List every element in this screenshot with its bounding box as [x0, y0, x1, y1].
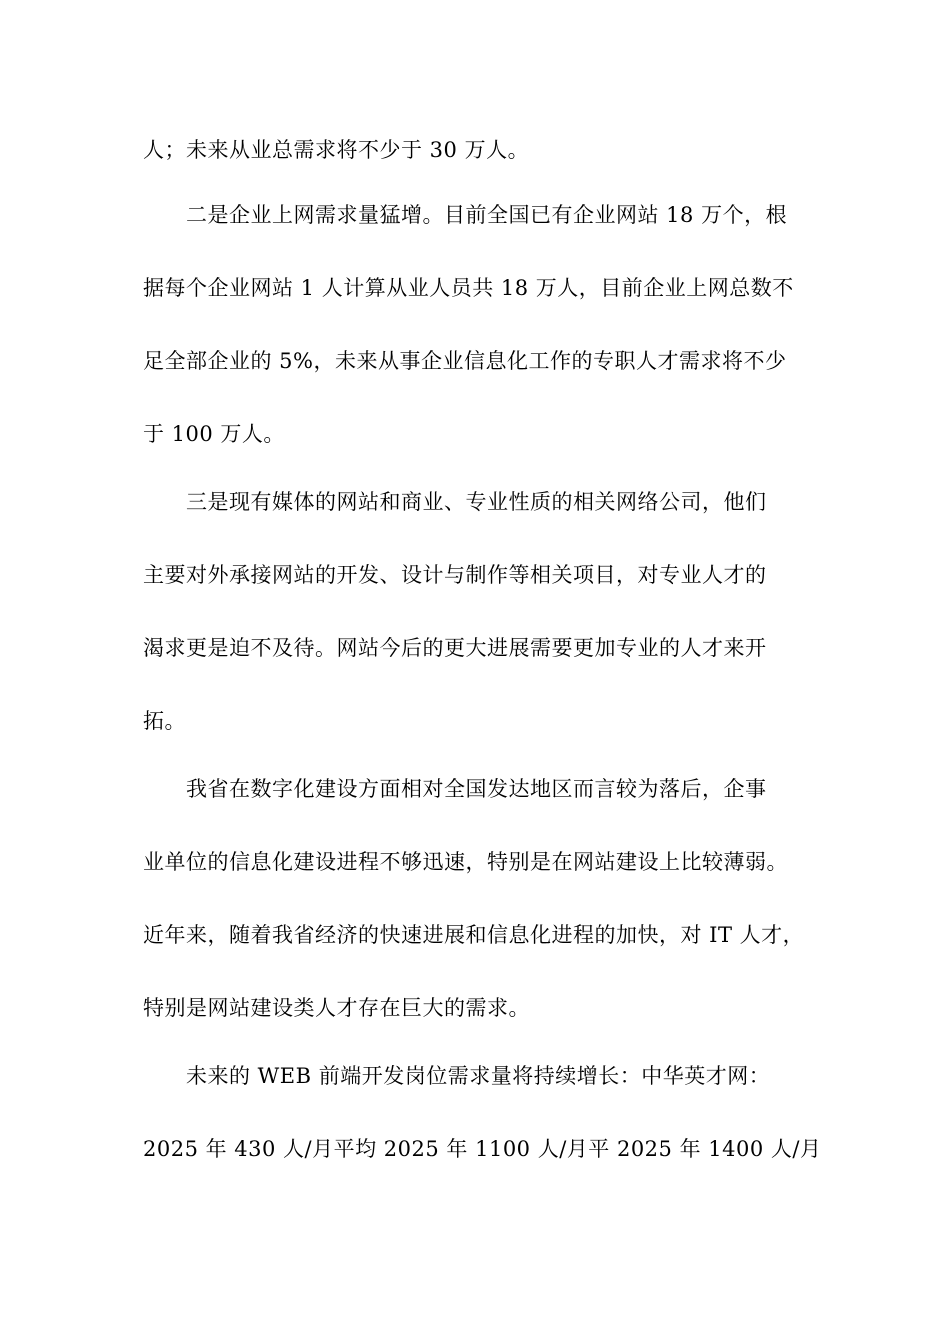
paragraph-start-line: 我省在数字化建设方面相对全国发达地区而言较为落后，企事 [186, 777, 767, 801]
text-line: 主要对外承接网站的开发、设计与制作等相关项目，对专业人才的 [143, 563, 767, 587]
paragraph-start-line: 二是企业上网需求量猛增。目前全国已有企业网站 18 万个，根 [186, 203, 788, 227]
text-line: 特别是网站建设类人才存在巨大的需求。 [143, 996, 530, 1020]
text-line: 渴求更是迫不及待。网站今后的更大进展需要更加专业的人才来开 [143, 636, 767, 660]
text-line: 人；未来从业总需求将不少于 30 万人。 [143, 138, 530, 162]
text-line: 拓。 [143, 709, 186, 733]
paragraph-start-line: 三是现有媒体的网站和商业、专业性质的相关网络公司，他们 [186, 490, 767, 514]
text-line: 于 100 万人。 [143, 422, 285, 446]
text-line: 2025 年 430 人/月平均 2025 年 1100 人/月平 2025 年 1400 人/月 [143, 1137, 822, 1161]
text-line: 近年来，随着我省经济的快速进展和信息化进程的加快，对 IT 人才， [143, 923, 805, 947]
paragraph-start-line: 未来的 WEB 前端开发岗位需求量将持续增长：中华英才网： [186, 1064, 771, 1088]
text-line: 足全部企业的 5%，未来从事企业信息化工作的专职人才需求将不少 [143, 349, 787, 373]
text-line: 业单位的信息化建设进程不够迅速，特别是在网站建设上比较薄弱。 [143, 850, 788, 874]
text-line: 据每个企业网站 1 人计算从业人员共 18 万人，目前企业上网总数不 [143, 276, 794, 300]
